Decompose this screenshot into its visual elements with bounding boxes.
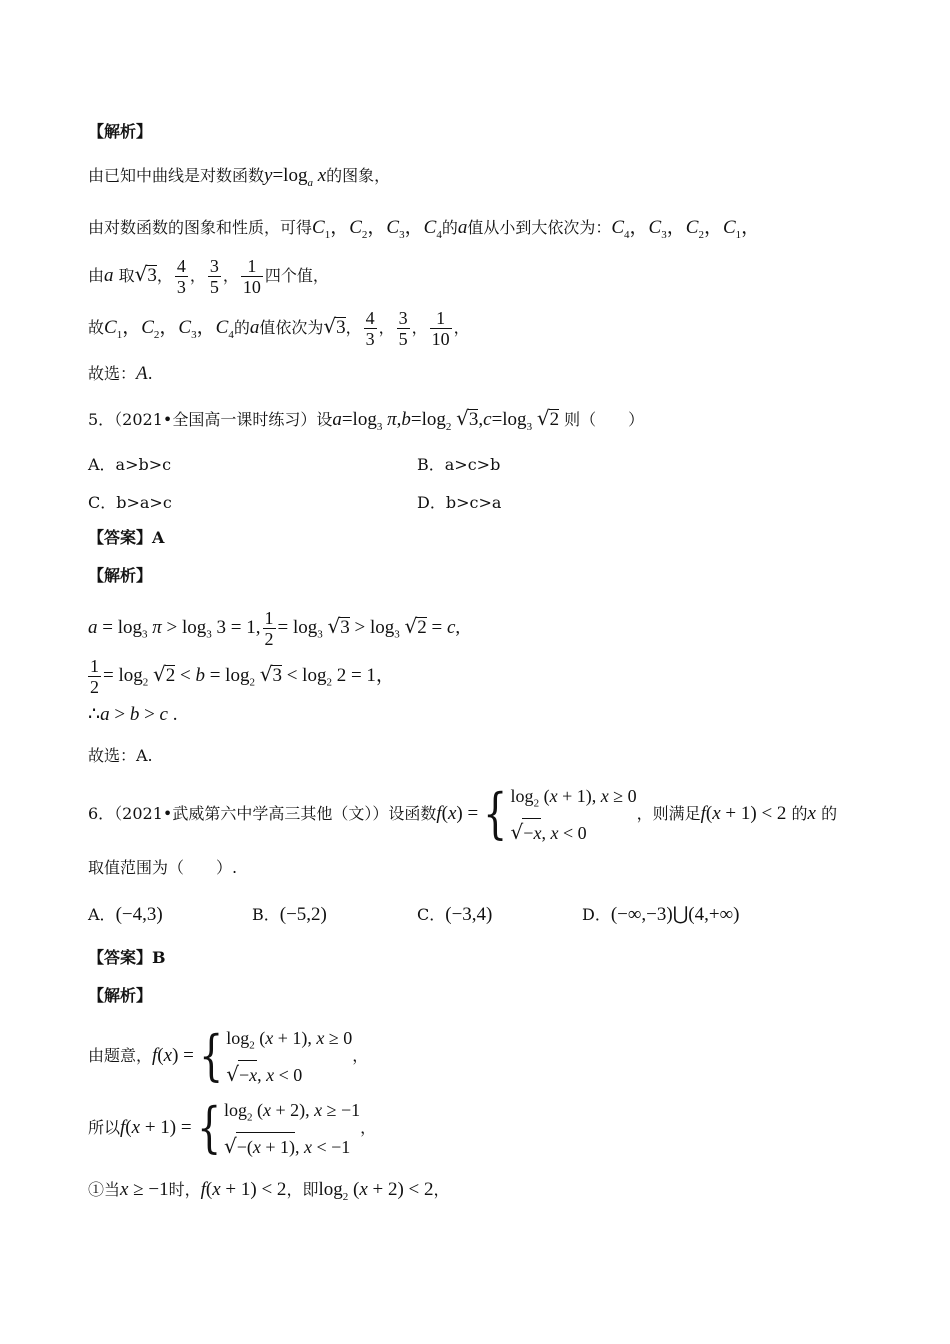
q6-option-b: B．(−5,2) [252, 904, 327, 925]
q5-step-1: $a = \log_3 \pi > \log_3 3 = 1$, $\frac{1}{2}$ = $\log_3 √3 > \log_3 √2 = c$, [88, 608, 461, 649]
q6-option-a: A．(−4,3) [88, 904, 163, 925]
solution-line-5: 故选：A. [88, 363, 153, 384]
q6-step-3: ①当x ≥ −1时，f(x + 1) < 2，即$\log_2 (x + 2) < 2$， [88, 1179, 450, 1203]
q6-answer: 【答案】B [88, 948, 166, 967]
q5-option-d: D．b>c>a [417, 493, 502, 512]
q5-answer: 【答案】A [88, 528, 165, 547]
solution-line-2: 由对数函数的图象和性质，可得$C_1$，$C_2$，$C_3$，$C_4$的a值从小到大依次为：$C_4$，$C_3$，$C_2$，$C_1$， [88, 217, 761, 241]
q5-step-2: $\frac{1}{2}$ = $\log_2 √2 < b = \log_2 √3 < \log_2 2 = 1$， [90, 656, 395, 697]
question-6: 6．（2021•武威第六中学高三其他（文））设函数f(x) ={ $\log_2 (x + 1)$, x ≥ 0 √−x, x < 0 ，则满足f(x + 1) < 2 的x 的 [88, 782, 838, 846]
q6-step-1: 由题意，f(x) ={ $\log_2 (x + 1)$, x ≥ 0 √−x, x < 0 ， [88, 1024, 369, 1088]
solution-line-1: 由已知中曲线是对数函数$y=\log_a$ x的图象， [88, 165, 391, 189]
question-5: 5．（2021•全国高一课时练习）设$a=\log_3$ $\pi,b=\log_2$ $√3,c=\log_3$ √2 则（ ） [88, 406, 645, 433]
q5-jiexi: 【解析】 [88, 566, 153, 585]
solution-line-4: 故$C_1$，$C_2$，$C_3$，$C_4$的a值依次为√3， $\frac{4}{3}$ ， $\frac{3}{5}$ ， $\frac{1}{10}$ ， [88, 308, 470, 349]
solution-line-3: 由a 取√3， $\frac{4}{3}$ ， $\frac{3}{5}$ ， $\frac{1}{10}$ 四个值， [88, 256, 329, 297]
q5-step-3: ∴a > b > c . [88, 704, 178, 725]
q5-option-a: A．a>b>c [88, 455, 172, 474]
q5-option-b: B．a>c>b [417, 455, 501, 474]
q5-option-c: C．b>a>c [88, 493, 172, 512]
q6-step-2: 所以f(x + 1) ={ $\log_2 (x + 2)$, x ≥ −1 √−(x + 1), x < −1 ， [88, 1096, 377, 1160]
q6-option-c: C．(−3,4) [417, 904, 493, 925]
q6-jiexi: 【解析】 [88, 986, 153, 1005]
jiexi-label: 【解析】 [88, 122, 153, 141]
q5-conclusion: 故选：A. [88, 746, 153, 765]
q6-line-2: 取值范围为（ ）. [88, 858, 238, 877]
q6-option-d: D．(−∞,−3)⋃(4,+∞) [582, 904, 740, 925]
